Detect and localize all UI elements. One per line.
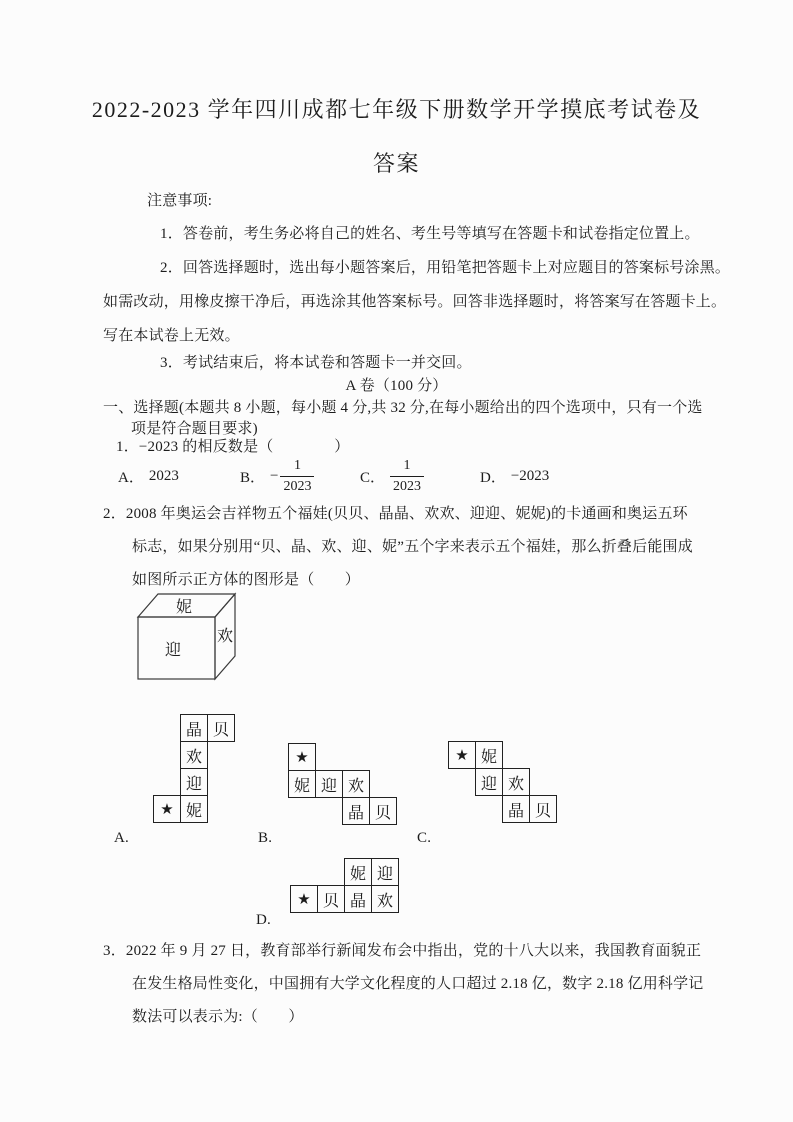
q1-option-d	[480, 453, 549, 499]
net-cell: 贝	[207, 714, 235, 742]
cube-front-face-label: 迎	[164, 642, 182, 659]
net-cell: 妮	[475, 741, 503, 769]
question-3-stem-line2: 在发生格局性变化，中国拥有大学文化程度的人口超过 2.18 亿，数字 2.18 亿用科学记	[132, 976, 704, 992]
net-cell: 迎	[315, 770, 343, 798]
section-a-header: A 卷（100 分）	[345, 378, 448, 394]
q1-option-b-denominator: 2023	[283, 478, 312, 494]
q1-option-c-fraction	[390, 457, 424, 495]
net-cell: 妮	[288, 770, 316, 798]
net-cell: 晶	[344, 885, 372, 913]
notices-heading: 注意事项:	[147, 193, 213, 209]
question-1-options	[0, 453, 793, 499]
q1-option-c-numerator: 1	[390, 457, 424, 477]
question-2-stem-line1: 2．2008 年奥运会吉祥物五个福娃(贝贝、晶晶、欢欢、迎迎、妮妮)的卡通画和奥运五环	[103, 506, 688, 522]
q1-option-b	[240, 453, 314, 499]
net-cell: 晶	[180, 714, 208, 742]
net-cell-star: ★	[288, 743, 316, 771]
net-cell-star: ★	[153, 795, 181, 823]
q1-option-c	[360, 453, 424, 499]
net-cell: 贝	[317, 885, 345, 913]
net-cell: 欢	[342, 770, 370, 798]
net-option-b-label: B.	[258, 830, 273, 846]
question-2-stem-line2: 标志，如果分别用“贝、晶、欢、迎、妮”五个字来表示五个福娃，那么折叠后能围成	[132, 539, 693, 555]
choice-section-header-line2: 项是符合题目要求)	[131, 421, 258, 437]
net-cell: 欢	[502, 768, 530, 796]
notice-item-1: 1．答卷前，考生务必将自己的姓名、考生号等填写在答题卡和试卷指定位置上。	[160, 226, 700, 242]
notice-item-3: 3．考试结束后，将本试卷和答题卡一并交回。	[160, 355, 472, 371]
q1-option-a-label: A．	[118, 469, 144, 486]
q1-option-b-fraction	[280, 457, 314, 495]
notice-item-2-line3: 写在本试卷上无效。	[103, 328, 240, 344]
net-cell-star: ★	[290, 885, 318, 913]
net-cell-star: ★	[448, 741, 476, 769]
page-title-line2: 答案	[372, 151, 420, 176]
net-option-a-label: A.	[114, 830, 129, 846]
net-cell: 贝	[369, 797, 397, 825]
q1-option-a	[118, 453, 179, 499]
net-cell: 欢	[180, 741, 208, 769]
cube-right-face-label: 欢	[216, 628, 234, 645]
question-3-stem-line3: 数法可以表示为:（ ）	[132, 1009, 304, 1025]
net-cell: 迎	[371, 858, 399, 886]
net-cell: 晶	[502, 795, 530, 823]
notice-item-2-line2: 如需改动，用橡皮擦干净后，再选涂其他答案标号。回答非选择题时，将答案写在答题卡上。	[103, 294, 727, 310]
net-cell: 欢	[371, 885, 399, 913]
net-cell: 贝	[529, 795, 557, 823]
net-cell: 迎	[180, 768, 208, 796]
q1-option-c-label: C．	[360, 469, 386, 486]
net-option-c-label: C.	[417, 830, 432, 846]
net-option-d-label: D.	[256, 912, 271, 928]
notice-item-2-line1: 2．回答选择题时，选出每小题答案后，用铅笔把答题卡上对应题目的答案标号涂黑。	[160, 260, 731, 276]
question-2-stem-line3: 如图所示正方体的图形是（ ）	[132, 572, 361, 588]
net-cell: 迎	[475, 768, 503, 796]
net-cell: 妮	[180, 795, 208, 823]
q1-option-d-value: −2023	[510, 467, 550, 484]
q1-option-d-label: D．	[480, 469, 506, 486]
choice-section-header-line1: 一、选择题(本题共 8 小题，每小题 4 分,共 32 分,在每小题给出的四个选项中，只有一个选	[103, 400, 703, 416]
q1-option-a-value: 2023	[148, 467, 179, 484]
net-cell: 妮	[344, 858, 372, 886]
cube-figure	[134, 590, 240, 684]
net-cell: 晶	[342, 797, 370, 825]
question-3-stem-line1: 3．2022 年 9 月 27 日，教育部举行新闻发布会中指出，党的十八大以来，我国教育面貌正	[103, 943, 702, 959]
q1-option-b-label: B．	[240, 469, 266, 486]
question-1-stem: 1．−2023 的相反数是（ ）	[116, 439, 350, 455]
page-title-line1: 2022-2023 学年四川成都七年级下册数学开学摸底考试卷及	[91, 97, 702, 122]
q1-option-b-numerator: 1	[280, 457, 314, 477]
cube-top-face-label: 妮	[175, 599, 193, 616]
q1-option-b-minus-sign: −	[270, 467, 279, 484]
q1-option-c-denominator: 2023	[393, 478, 422, 494]
